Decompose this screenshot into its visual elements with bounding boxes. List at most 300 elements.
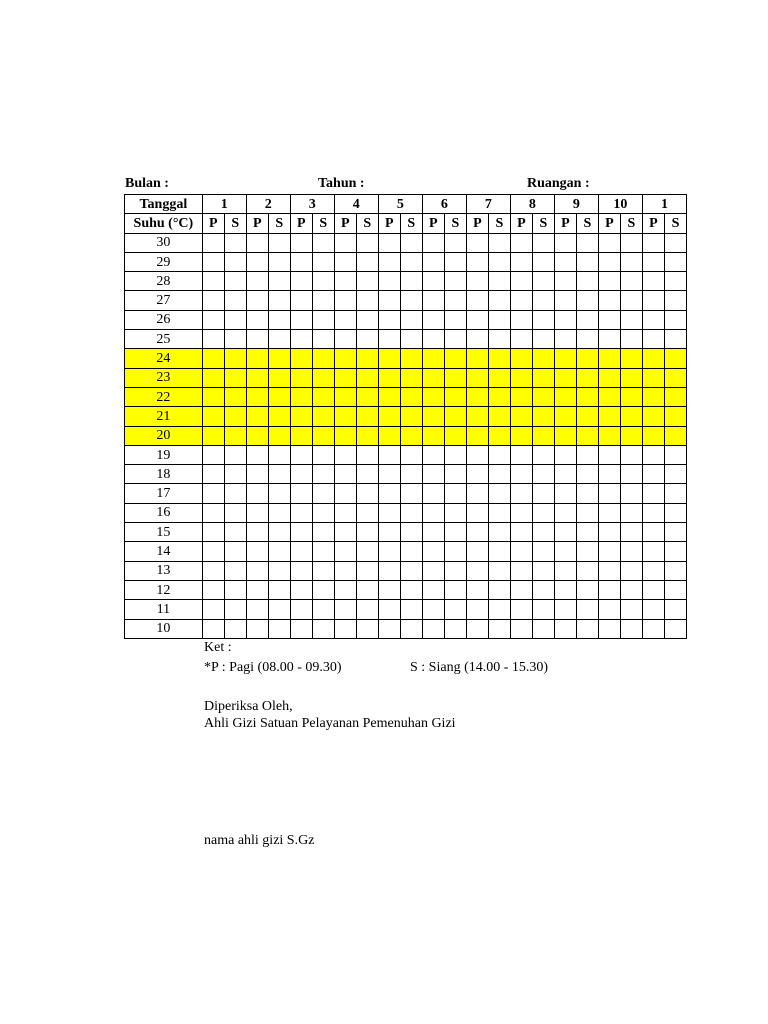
temperature-check-cell[interactable] <box>356 291 378 310</box>
temperature-check-cell[interactable] <box>532 580 554 599</box>
temperature-check-cell[interactable] <box>334 503 356 522</box>
temperature-check-cell[interactable] <box>334 465 356 484</box>
temperature-check-cell[interactable] <box>224 426 246 445</box>
temperature-check-cell[interactable] <box>598 445 620 464</box>
temperature-check-cell[interactable] <box>268 368 290 387</box>
temperature-check-cell[interactable] <box>444 580 466 599</box>
temperature-check-cell[interactable] <box>620 503 642 522</box>
temperature-check-cell[interactable] <box>378 291 400 310</box>
temperature-check-cell[interactable] <box>400 542 422 561</box>
temperature-check-cell[interactable] <box>224 349 246 368</box>
temperature-check-cell[interactable] <box>290 368 312 387</box>
temperature-check-cell[interactable] <box>400 619 422 638</box>
temperature-check-cell[interactable] <box>224 387 246 406</box>
temperature-check-cell[interactable] <box>444 426 466 445</box>
temperature-check-cell[interactable] <box>554 310 576 329</box>
temperature-check-cell[interactable] <box>334 619 356 638</box>
temperature-check-cell[interactable] <box>334 272 356 291</box>
temperature-check-cell[interactable] <box>642 349 664 368</box>
temperature-check-cell[interactable] <box>664 561 686 580</box>
temperature-check-cell[interactable] <box>444 465 466 484</box>
temperature-check-cell[interactable] <box>554 252 576 271</box>
temperature-check-cell[interactable] <box>488 523 510 542</box>
temperature-check-cell[interactable] <box>466 619 488 638</box>
temperature-check-cell[interactable] <box>488 465 510 484</box>
temperature-check-cell[interactable] <box>510 465 532 484</box>
temperature-check-cell[interactable] <box>664 330 686 349</box>
temperature-check-cell[interactable] <box>488 233 510 252</box>
temperature-check-cell[interactable] <box>422 426 444 445</box>
temperature-check-cell[interactable] <box>488 484 510 503</box>
temperature-check-cell[interactable] <box>400 561 422 580</box>
temperature-check-cell[interactable] <box>312 349 334 368</box>
temperature-check-cell[interactable] <box>466 368 488 387</box>
temperature-check-cell[interactable] <box>422 368 444 387</box>
temperature-check-cell[interactable] <box>202 233 224 252</box>
temperature-check-cell[interactable] <box>598 330 620 349</box>
temperature-check-cell[interactable] <box>642 484 664 503</box>
temperature-check-cell[interactable] <box>202 503 224 522</box>
temperature-check-cell[interactable] <box>400 426 422 445</box>
temperature-check-cell[interactable] <box>642 291 664 310</box>
temperature-check-cell[interactable] <box>334 330 356 349</box>
temperature-check-cell[interactable] <box>312 407 334 426</box>
temperature-check-cell[interactable] <box>444 619 466 638</box>
temperature-check-cell[interactable] <box>378 600 400 619</box>
temperature-check-cell[interactable] <box>334 542 356 561</box>
temperature-check-cell[interactable] <box>554 465 576 484</box>
temperature-check-cell[interactable] <box>422 272 444 291</box>
temperature-check-cell[interactable] <box>400 523 422 542</box>
temperature-check-cell[interactable] <box>620 330 642 349</box>
temperature-check-cell[interactable] <box>312 484 334 503</box>
temperature-check-cell[interactable] <box>444 542 466 561</box>
temperature-check-cell[interactable] <box>422 465 444 484</box>
temperature-check-cell[interactable] <box>334 310 356 329</box>
temperature-check-cell[interactable] <box>598 465 620 484</box>
temperature-check-cell[interactable] <box>290 310 312 329</box>
temperature-check-cell[interactable] <box>466 426 488 445</box>
temperature-check-cell[interactable] <box>510 407 532 426</box>
temperature-check-cell[interactable] <box>224 310 246 329</box>
temperature-check-cell[interactable] <box>444 368 466 387</box>
temperature-check-cell[interactable] <box>510 291 532 310</box>
temperature-check-cell[interactable] <box>554 407 576 426</box>
temperature-check-cell[interactable] <box>576 252 598 271</box>
temperature-check-cell[interactable] <box>466 349 488 368</box>
temperature-check-cell[interactable] <box>532 349 554 368</box>
temperature-check-cell[interactable] <box>356 619 378 638</box>
temperature-check-cell[interactable] <box>422 542 444 561</box>
temperature-check-cell[interactable] <box>598 542 620 561</box>
temperature-check-cell[interactable] <box>576 387 598 406</box>
temperature-check-cell[interactable] <box>554 272 576 291</box>
temperature-check-cell[interactable] <box>444 233 466 252</box>
temperature-check-cell[interactable] <box>444 600 466 619</box>
temperature-check-cell[interactable] <box>378 252 400 271</box>
temperature-check-cell[interactable] <box>598 252 620 271</box>
temperature-check-cell[interactable] <box>246 330 268 349</box>
temperature-check-cell[interactable] <box>466 272 488 291</box>
temperature-check-cell[interactable] <box>378 349 400 368</box>
temperature-check-cell[interactable] <box>576 523 598 542</box>
temperature-check-cell[interactable] <box>598 310 620 329</box>
temperature-check-cell[interactable] <box>378 233 400 252</box>
temperature-check-cell[interactable] <box>598 407 620 426</box>
temperature-check-cell[interactable] <box>290 523 312 542</box>
temperature-check-cell[interactable] <box>378 465 400 484</box>
temperature-check-cell[interactable] <box>312 619 334 638</box>
temperature-check-cell[interactable] <box>488 387 510 406</box>
temperature-check-cell[interactable] <box>422 252 444 271</box>
temperature-check-cell[interactable] <box>224 542 246 561</box>
temperature-check-cell[interactable] <box>466 233 488 252</box>
temperature-check-cell[interactable] <box>532 310 554 329</box>
temperature-check-cell[interactable] <box>620 580 642 599</box>
temperature-check-cell[interactable] <box>334 426 356 445</box>
temperature-check-cell[interactable] <box>576 561 598 580</box>
temperature-check-cell[interactable] <box>510 330 532 349</box>
temperature-check-cell[interactable] <box>532 523 554 542</box>
temperature-check-cell[interactable] <box>444 310 466 329</box>
temperature-check-cell[interactable] <box>312 445 334 464</box>
temperature-check-cell[interactable] <box>576 580 598 599</box>
temperature-check-cell[interactable] <box>488 600 510 619</box>
temperature-check-cell[interactable] <box>664 600 686 619</box>
temperature-check-cell[interactable] <box>246 233 268 252</box>
temperature-check-cell[interactable] <box>664 426 686 445</box>
temperature-check-cell[interactable] <box>334 484 356 503</box>
temperature-check-cell[interactable] <box>202 407 224 426</box>
temperature-check-cell[interactable] <box>532 291 554 310</box>
temperature-check-cell[interactable] <box>576 272 598 291</box>
temperature-check-cell[interactable] <box>268 600 290 619</box>
temperature-check-cell[interactable] <box>620 368 642 387</box>
temperature-check-cell[interactable] <box>246 291 268 310</box>
temperature-check-cell[interactable] <box>444 349 466 368</box>
temperature-check-cell[interactable] <box>268 349 290 368</box>
temperature-check-cell[interactable] <box>400 600 422 619</box>
temperature-check-cell[interactable] <box>532 619 554 638</box>
temperature-check-cell[interactable] <box>554 233 576 252</box>
temperature-check-cell[interactable] <box>444 272 466 291</box>
temperature-check-cell[interactable] <box>400 503 422 522</box>
temperature-check-cell[interactable] <box>554 600 576 619</box>
temperature-check-cell[interactable] <box>642 407 664 426</box>
temperature-check-cell[interactable] <box>224 368 246 387</box>
temperature-check-cell[interactable] <box>246 503 268 522</box>
temperature-check-cell[interactable] <box>356 484 378 503</box>
temperature-check-cell[interactable] <box>224 407 246 426</box>
temperature-check-cell[interactable] <box>510 542 532 561</box>
temperature-check-cell[interactable] <box>532 407 554 426</box>
temperature-check-cell[interactable] <box>378 484 400 503</box>
temperature-check-cell[interactable] <box>246 542 268 561</box>
temperature-check-cell[interactable] <box>642 272 664 291</box>
temperature-check-cell[interactable] <box>598 368 620 387</box>
temperature-check-cell[interactable] <box>246 465 268 484</box>
temperature-check-cell[interactable] <box>664 387 686 406</box>
temperature-check-cell[interactable] <box>598 484 620 503</box>
temperature-check-cell[interactable] <box>334 291 356 310</box>
temperature-check-cell[interactable] <box>510 580 532 599</box>
temperature-check-cell[interactable] <box>378 445 400 464</box>
temperature-check-cell[interactable] <box>246 619 268 638</box>
temperature-check-cell[interactable] <box>510 310 532 329</box>
temperature-check-cell[interactable] <box>356 407 378 426</box>
temperature-check-cell[interactable] <box>466 387 488 406</box>
temperature-check-cell[interactable] <box>268 407 290 426</box>
temperature-check-cell[interactable] <box>576 445 598 464</box>
temperature-check-cell[interactable] <box>422 503 444 522</box>
temperature-check-cell[interactable] <box>620 600 642 619</box>
temperature-check-cell[interactable] <box>466 542 488 561</box>
temperature-check-cell[interactable] <box>488 330 510 349</box>
temperature-check-cell[interactable] <box>576 465 598 484</box>
temperature-check-cell[interactable] <box>664 503 686 522</box>
temperature-check-cell[interactable] <box>246 580 268 599</box>
temperature-check-cell[interactable] <box>422 561 444 580</box>
temperature-check-cell[interactable] <box>378 561 400 580</box>
temperature-check-cell[interactable] <box>356 272 378 291</box>
temperature-check-cell[interactable] <box>532 426 554 445</box>
temperature-check-cell[interactable] <box>312 426 334 445</box>
temperature-check-cell[interactable] <box>400 407 422 426</box>
temperature-check-cell[interactable] <box>422 330 444 349</box>
temperature-check-cell[interactable] <box>224 445 246 464</box>
temperature-check-cell[interactable] <box>400 252 422 271</box>
temperature-check-cell[interactable] <box>378 330 400 349</box>
temperature-check-cell[interactable] <box>246 407 268 426</box>
temperature-check-cell[interactable] <box>224 580 246 599</box>
temperature-check-cell[interactable] <box>224 233 246 252</box>
temperature-check-cell[interactable] <box>202 291 224 310</box>
temperature-check-cell[interactable] <box>246 310 268 329</box>
temperature-check-cell[interactable] <box>642 619 664 638</box>
temperature-check-cell[interactable] <box>334 580 356 599</box>
temperature-check-cell[interactable] <box>664 233 686 252</box>
temperature-check-cell[interactable] <box>312 330 334 349</box>
temperature-check-cell[interactable] <box>664 523 686 542</box>
temperature-check-cell[interactable] <box>422 387 444 406</box>
temperature-check-cell[interactable] <box>642 368 664 387</box>
temperature-check-cell[interactable] <box>466 523 488 542</box>
temperature-check-cell[interactable] <box>664 484 686 503</box>
temperature-check-cell[interactable] <box>642 561 664 580</box>
temperature-check-cell[interactable] <box>510 368 532 387</box>
temperature-check-cell[interactable] <box>532 484 554 503</box>
temperature-check-cell[interactable] <box>422 523 444 542</box>
temperature-check-cell[interactable] <box>268 272 290 291</box>
temperature-check-cell[interactable] <box>532 330 554 349</box>
temperature-check-cell[interactable] <box>202 272 224 291</box>
temperature-check-cell[interactable] <box>488 310 510 329</box>
temperature-check-cell[interactable] <box>400 484 422 503</box>
temperature-check-cell[interactable] <box>620 426 642 445</box>
temperature-check-cell[interactable] <box>422 407 444 426</box>
temperature-check-cell[interactable] <box>488 561 510 580</box>
temperature-check-cell[interactable] <box>598 561 620 580</box>
temperature-check-cell[interactable] <box>400 445 422 464</box>
temperature-check-cell[interactable] <box>268 252 290 271</box>
temperature-check-cell[interactable] <box>576 426 598 445</box>
temperature-check-cell[interactable] <box>532 542 554 561</box>
temperature-check-cell[interactable] <box>202 252 224 271</box>
temperature-check-cell[interactable] <box>620 542 642 561</box>
temperature-check-cell[interactable] <box>466 484 488 503</box>
temperature-check-cell[interactable] <box>268 445 290 464</box>
temperature-check-cell[interactable] <box>532 600 554 619</box>
temperature-check-cell[interactable] <box>334 600 356 619</box>
temperature-check-cell[interactable] <box>598 233 620 252</box>
temperature-check-cell[interactable] <box>356 233 378 252</box>
temperature-check-cell[interactable] <box>290 426 312 445</box>
temperature-check-cell[interactable] <box>202 600 224 619</box>
temperature-check-cell[interactable] <box>268 387 290 406</box>
temperature-check-cell[interactable] <box>532 272 554 291</box>
temperature-check-cell[interactable] <box>444 387 466 406</box>
temperature-check-cell[interactable] <box>246 272 268 291</box>
temperature-check-cell[interactable] <box>290 407 312 426</box>
temperature-check-cell[interactable] <box>312 387 334 406</box>
temperature-check-cell[interactable] <box>510 387 532 406</box>
temperature-check-cell[interactable] <box>488 407 510 426</box>
temperature-check-cell[interactable] <box>400 368 422 387</box>
temperature-check-cell[interactable] <box>422 484 444 503</box>
temperature-check-cell[interactable] <box>290 580 312 599</box>
temperature-check-cell[interactable] <box>202 445 224 464</box>
temperature-check-cell[interactable] <box>488 619 510 638</box>
temperature-check-cell[interactable] <box>444 561 466 580</box>
temperature-check-cell[interactable] <box>664 445 686 464</box>
temperature-check-cell[interactable] <box>378 503 400 522</box>
temperature-check-cell[interactable] <box>598 272 620 291</box>
temperature-check-cell[interactable] <box>290 387 312 406</box>
temperature-check-cell[interactable] <box>246 349 268 368</box>
temperature-check-cell[interactable] <box>224 272 246 291</box>
temperature-check-cell[interactable] <box>488 542 510 561</box>
temperature-check-cell[interactable] <box>422 310 444 329</box>
temperature-check-cell[interactable] <box>466 561 488 580</box>
temperature-check-cell[interactable] <box>356 445 378 464</box>
temperature-check-cell[interactable] <box>532 503 554 522</box>
temperature-check-cell[interactable] <box>466 503 488 522</box>
temperature-check-cell[interactable] <box>312 542 334 561</box>
temperature-check-cell[interactable] <box>202 523 224 542</box>
temperature-check-cell[interactable] <box>334 368 356 387</box>
temperature-check-cell[interactable] <box>290 272 312 291</box>
temperature-check-cell[interactable] <box>268 619 290 638</box>
temperature-check-cell[interactable] <box>488 272 510 291</box>
temperature-check-cell[interactable] <box>576 619 598 638</box>
temperature-check-cell[interactable] <box>202 619 224 638</box>
temperature-check-cell[interactable] <box>620 484 642 503</box>
temperature-check-cell[interactable] <box>378 523 400 542</box>
temperature-check-cell[interactable] <box>378 407 400 426</box>
temperature-check-cell[interactable] <box>202 349 224 368</box>
temperature-check-cell[interactable] <box>378 272 400 291</box>
temperature-check-cell[interactable] <box>510 619 532 638</box>
temperature-check-cell[interactable] <box>620 252 642 271</box>
temperature-check-cell[interactable] <box>642 600 664 619</box>
temperature-check-cell[interactable] <box>466 465 488 484</box>
temperature-check-cell[interactable] <box>246 523 268 542</box>
temperature-check-cell[interactable] <box>598 580 620 599</box>
temperature-check-cell[interactable] <box>356 465 378 484</box>
temperature-check-cell[interactable] <box>664 542 686 561</box>
temperature-check-cell[interactable] <box>400 387 422 406</box>
temperature-check-cell[interactable] <box>312 580 334 599</box>
temperature-check-cell[interactable] <box>620 349 642 368</box>
temperature-check-cell[interactable] <box>290 503 312 522</box>
temperature-check-cell[interactable] <box>664 407 686 426</box>
temperature-check-cell[interactable] <box>554 330 576 349</box>
temperature-check-cell[interactable] <box>246 387 268 406</box>
temperature-check-cell[interactable] <box>246 445 268 464</box>
temperature-check-cell[interactable] <box>510 252 532 271</box>
temperature-check-cell[interactable] <box>620 291 642 310</box>
temperature-check-cell[interactable] <box>268 330 290 349</box>
temperature-check-cell[interactable] <box>488 252 510 271</box>
temperature-check-cell[interactable] <box>554 523 576 542</box>
temperature-check-cell[interactable] <box>554 503 576 522</box>
temperature-check-cell[interactable] <box>466 291 488 310</box>
temperature-check-cell[interactable] <box>488 503 510 522</box>
temperature-check-cell[interactable] <box>444 503 466 522</box>
temperature-check-cell[interactable] <box>664 291 686 310</box>
temperature-check-cell[interactable] <box>576 542 598 561</box>
temperature-check-cell[interactable] <box>224 600 246 619</box>
temperature-check-cell[interactable] <box>642 542 664 561</box>
temperature-check-cell[interactable] <box>510 445 532 464</box>
temperature-check-cell[interactable] <box>356 387 378 406</box>
temperature-check-cell[interactable] <box>554 561 576 580</box>
temperature-check-cell[interactable] <box>510 272 532 291</box>
temperature-check-cell[interactable] <box>312 368 334 387</box>
temperature-check-cell[interactable] <box>642 387 664 406</box>
temperature-check-cell[interactable] <box>444 252 466 271</box>
temperature-check-cell[interactable] <box>290 291 312 310</box>
temperature-check-cell[interactable] <box>378 368 400 387</box>
temperature-check-cell[interactable] <box>268 426 290 445</box>
temperature-check-cell[interactable] <box>312 503 334 522</box>
temperature-check-cell[interactable] <box>422 291 444 310</box>
temperature-check-cell[interactable] <box>356 426 378 445</box>
temperature-check-cell[interactable] <box>312 561 334 580</box>
temperature-check-cell[interactable] <box>466 407 488 426</box>
temperature-check-cell[interactable] <box>554 291 576 310</box>
temperature-check-cell[interactable] <box>290 561 312 580</box>
temperature-check-cell[interactable] <box>312 523 334 542</box>
temperature-check-cell[interactable] <box>378 619 400 638</box>
temperature-check-cell[interactable] <box>466 445 488 464</box>
temperature-check-cell[interactable] <box>642 523 664 542</box>
temperature-check-cell[interactable] <box>510 503 532 522</box>
temperature-check-cell[interactable] <box>334 561 356 580</box>
temperature-check-cell[interactable] <box>334 407 356 426</box>
temperature-check-cell[interactable] <box>642 330 664 349</box>
temperature-check-cell[interactable] <box>378 310 400 329</box>
temperature-check-cell[interactable] <box>202 387 224 406</box>
temperature-check-cell[interactable] <box>642 465 664 484</box>
temperature-check-cell[interactable] <box>378 387 400 406</box>
temperature-check-cell[interactable] <box>224 330 246 349</box>
temperature-check-cell[interactable] <box>642 310 664 329</box>
temperature-check-cell[interactable] <box>268 465 290 484</box>
temperature-check-cell[interactable] <box>532 387 554 406</box>
temperature-check-cell[interactable] <box>576 291 598 310</box>
temperature-check-cell[interactable] <box>444 407 466 426</box>
